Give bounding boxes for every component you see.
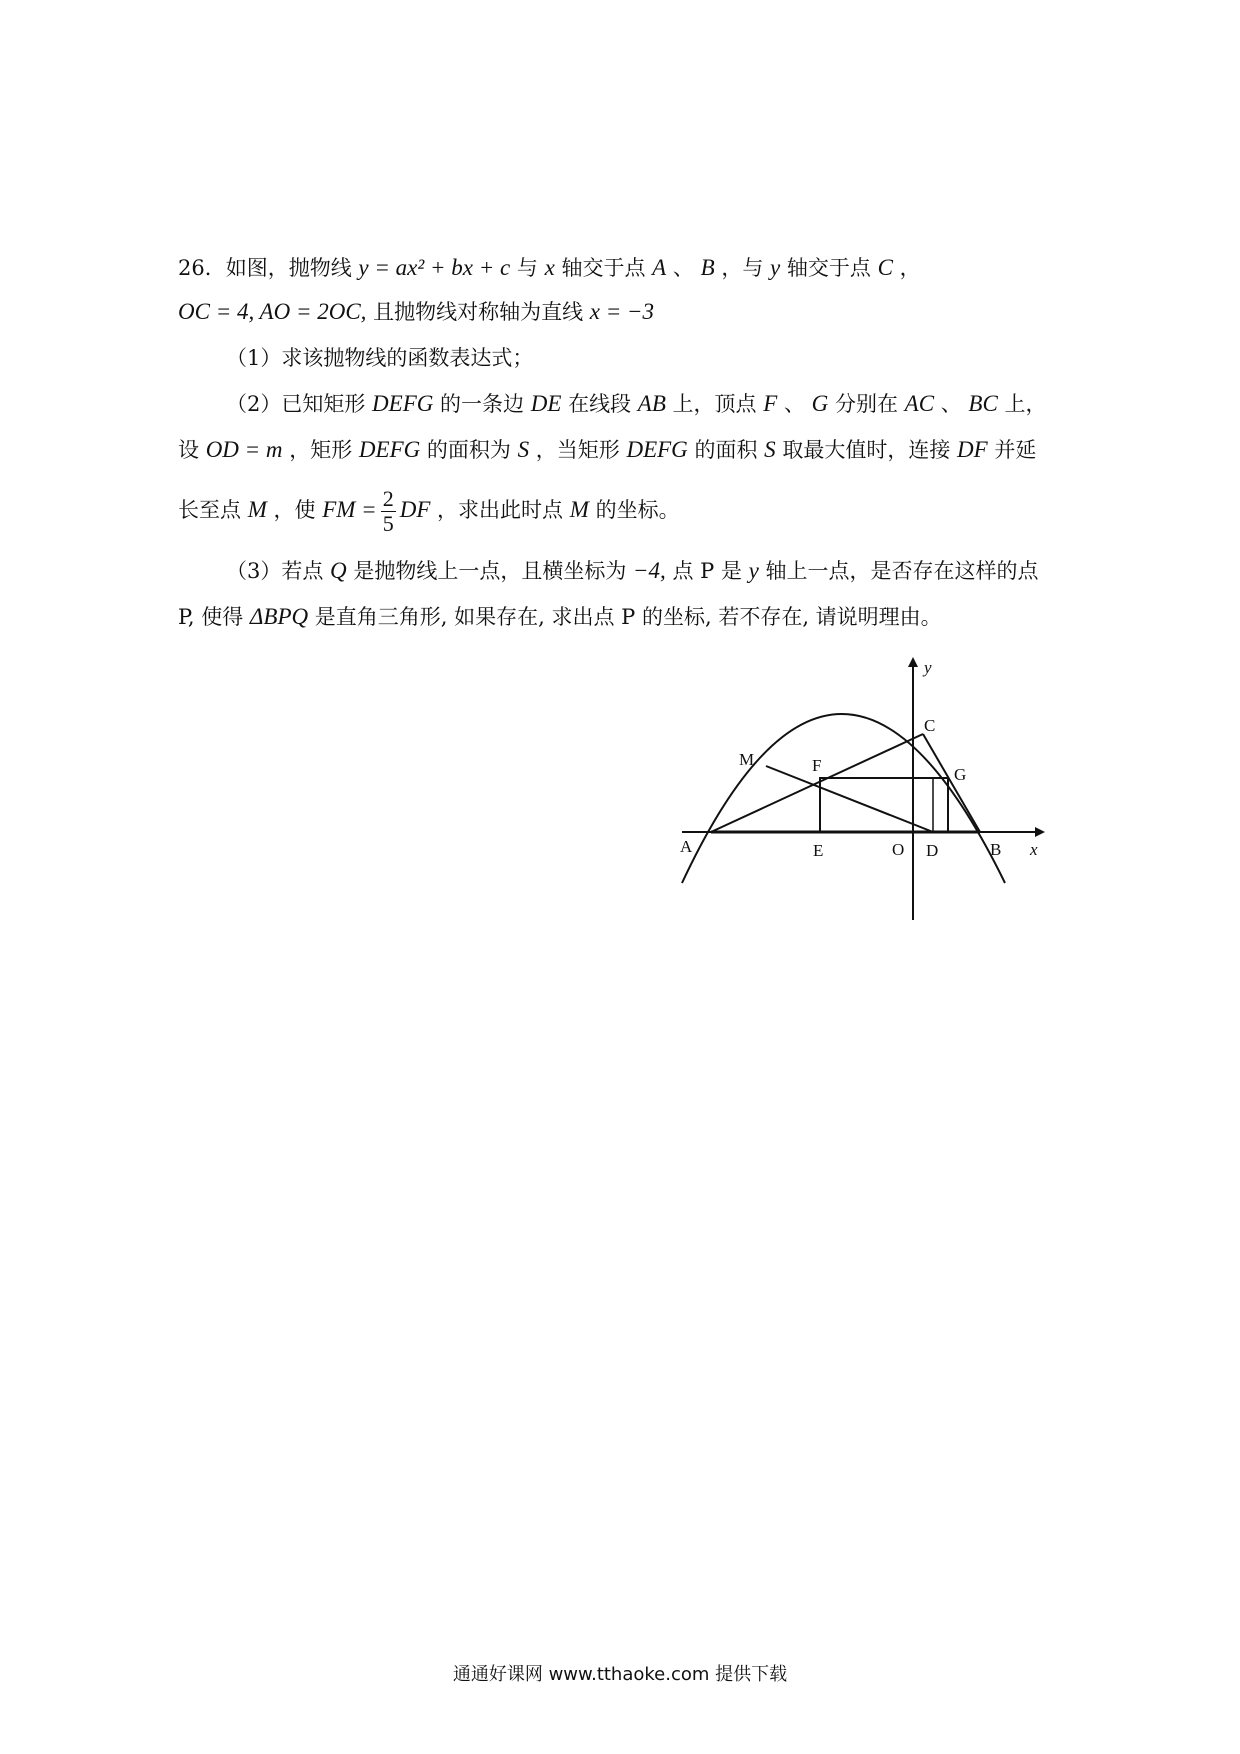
label-B: B bbox=[990, 840, 1002, 859]
math-DF: DF bbox=[399, 497, 431, 522]
text: 分别在 bbox=[828, 392, 905, 416]
math-FM: FM = bbox=[322, 497, 377, 522]
text: 并延 bbox=[987, 438, 1037, 462]
geometry-figure bbox=[670, 655, 1070, 925]
label-A: A bbox=[680, 837, 693, 856]
text: 是直角三角形, 如果存在, 求出点 P 的坐标, 若不存在, 请说明理由。 bbox=[308, 605, 942, 629]
equation-parabola: y = ax² + bx + c bbox=[358, 255, 511, 280]
math-DEFG: DEFG bbox=[358, 437, 421, 462]
label-E: E bbox=[813, 841, 824, 860]
part-2-line-1 bbox=[226, 389, 1046, 419]
segment-AC bbox=[711, 734, 923, 832]
math-y: y bbox=[748, 558, 759, 583]
part-3-line-2 bbox=[178, 602, 942, 632]
label-O: O bbox=[892, 840, 905, 859]
math-triangle-bpq: ΔBPQ bbox=[249, 604, 309, 629]
math-Q: Q bbox=[330, 558, 347, 583]
condition-oc-ao: OC = 4, AO = 2OC, bbox=[178, 299, 367, 324]
symmetry-axis: x = −3 bbox=[589, 299, 655, 324]
part-3-line-1 bbox=[226, 556, 1039, 586]
text: 、 bbox=[666, 256, 701, 280]
math-G: G bbox=[811, 391, 829, 416]
math-BC: BC bbox=[968, 391, 998, 416]
rectangle-DEFG bbox=[820, 778, 948, 832]
text: 、 bbox=[934, 392, 969, 416]
problem-line-2 bbox=[178, 297, 654, 327]
math-B: B bbox=[700, 255, 715, 280]
math-DEFG: DEFG bbox=[372, 391, 434, 416]
label-F: F bbox=[812, 756, 822, 775]
part-2-line-3 bbox=[178, 482, 680, 538]
y-axis-arrow-icon bbox=[908, 657, 918, 667]
parabola-curve bbox=[682, 714, 1005, 883]
problem-number: 26． bbox=[178, 256, 226, 280]
text: 在线段 bbox=[561, 392, 638, 416]
math-F: F bbox=[763, 391, 778, 416]
math-M: M bbox=[247, 497, 267, 522]
math-DEFG: DEFG bbox=[626, 437, 688, 462]
footer-source: 通通好课网 www.tthaoke.com 提供下载 bbox=[452, 1664, 788, 1685]
text: 取最大值时，连接 bbox=[775, 438, 957, 462]
segment-MD bbox=[766, 766, 933, 832]
segment-BC bbox=[923, 734, 980, 832]
fraction-denominator: 5 bbox=[382, 511, 394, 536]
text: 上，顶点 bbox=[665, 392, 764, 416]
text: ，矩形 bbox=[282, 438, 359, 462]
text: 且抛物线对称轴为直线 bbox=[366, 300, 590, 324]
text: 的面积 bbox=[687, 438, 765, 462]
text: ，使 bbox=[266, 498, 323, 522]
x-axis-arrow-icon bbox=[1035, 827, 1045, 837]
math-x: x bbox=[544, 255, 555, 280]
label-M: M bbox=[739, 750, 755, 769]
label-D: D bbox=[926, 841, 939, 860]
math-y: y bbox=[770, 255, 781, 280]
text: ， bbox=[892, 256, 921, 280]
text: 轴交于点 bbox=[780, 256, 878, 280]
text: 上， bbox=[997, 392, 1047, 416]
math-AC: AC bbox=[904, 391, 935, 416]
text: 、 bbox=[777, 392, 812, 416]
text: 是抛物线上一点，且横坐标为 bbox=[346, 559, 634, 583]
part-2-line-2 bbox=[178, 435, 1036, 465]
fraction-numerator: 2 bbox=[382, 486, 394, 511]
math-C: C bbox=[877, 255, 893, 280]
label-G: G bbox=[954, 765, 967, 784]
math-od-m: OD = m bbox=[205, 437, 283, 462]
fraction-two-fifths bbox=[381, 487, 396, 536]
text: 轴上一点，是否存在这样的点 bbox=[758, 559, 1039, 583]
math-S: S bbox=[517, 437, 530, 462]
label-y: y bbox=[924, 658, 932, 677]
math-DE: DE bbox=[530, 391, 562, 416]
text: ，求出此时点 bbox=[430, 498, 570, 522]
text: 轴交于点 bbox=[554, 256, 653, 280]
text: （3）若点 bbox=[226, 559, 331, 583]
problem-line-1 bbox=[178, 253, 921, 283]
text: 点 P 是 bbox=[665, 559, 749, 583]
part-1-text: （1）求该抛物线的函数表达式； bbox=[226, 346, 534, 370]
text: 如图，抛物线 bbox=[225, 256, 359, 280]
math-A: A bbox=[652, 255, 667, 280]
text: 的一条边 bbox=[433, 392, 531, 416]
text: 长至点 bbox=[178, 498, 248, 522]
text: 设 bbox=[178, 438, 206, 462]
part-1 bbox=[226, 343, 533, 373]
text: P, 使得 bbox=[178, 605, 250, 629]
math-M: M bbox=[569, 497, 589, 522]
math-S: S bbox=[764, 437, 776, 462]
math-AB: AB bbox=[637, 391, 666, 416]
math-neg4: −4, bbox=[633, 558, 666, 583]
text: ，与 bbox=[714, 256, 770, 280]
label-C: C bbox=[924, 716, 936, 735]
label-x: x bbox=[1030, 840, 1038, 859]
text: ，当矩形 bbox=[529, 438, 627, 462]
text: （2）已知矩形 bbox=[226, 392, 373, 416]
text: 的面积为 bbox=[420, 438, 518, 462]
text: 的坐标。 bbox=[588, 498, 680, 522]
math-DF: DF bbox=[957, 437, 988, 462]
text: 与 bbox=[510, 256, 545, 280]
